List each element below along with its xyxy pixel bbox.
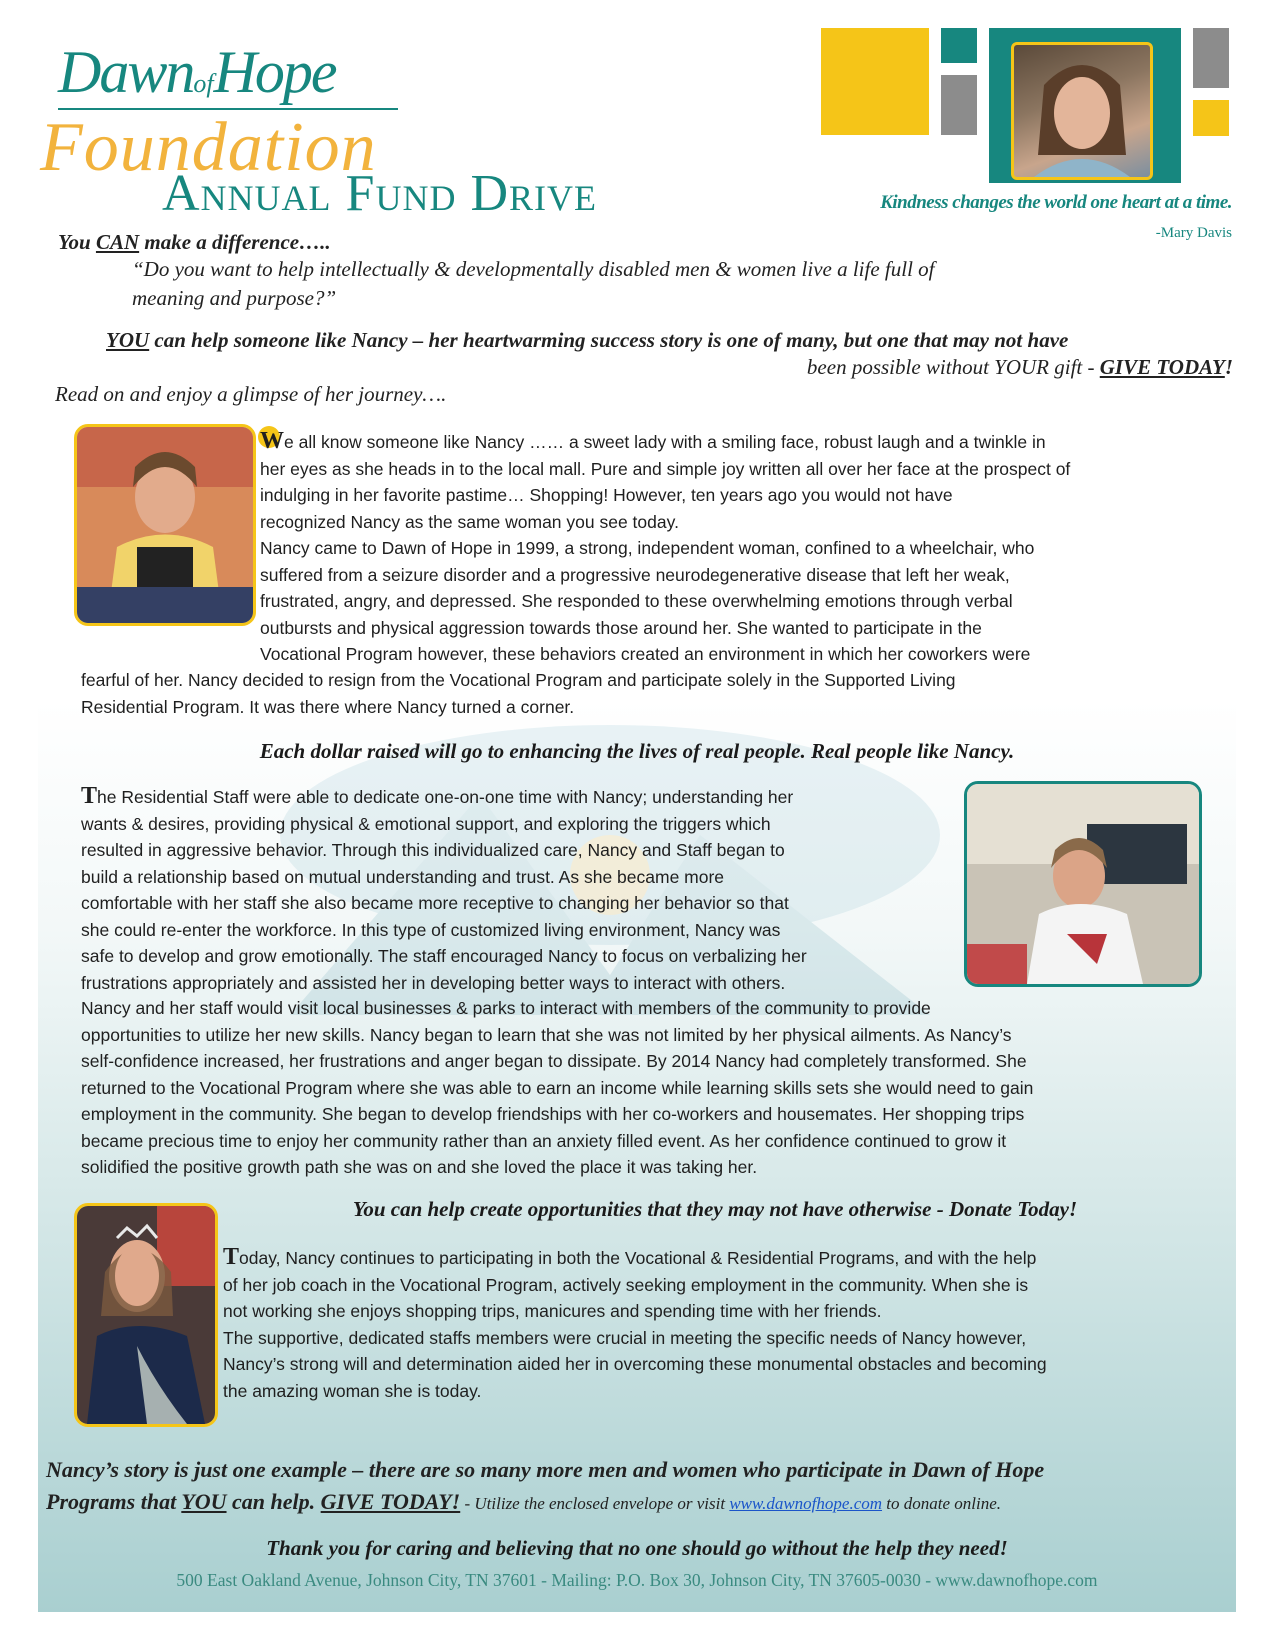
story-1-line-8: Vocational Program however, these behaviors created an environment in which her coworkers were (260, 644, 1031, 664)
intro-question-line-2: meaning and purpose?” (132, 286, 337, 310)
deco-square-gray-right (1193, 28, 1229, 88)
callout-donate-today: You can help create opportunities that they may not have otherwise - Donate Today! (352, 1197, 1078, 1221)
closing-line-1: Nancy’s story is just one example – there are so many more men and women who participate in Dawn of Hope (46, 1457, 1045, 1482)
story-2-full-line-6: solidified the positive growth path she was on and she loved the place it was taking her. (81, 1157, 758, 1177)
story-2-line-2: resulted in aggressive behavior. Through this individualized care, Nancy and Staff began to (81, 840, 785, 860)
story-1-line-4: Nancy came to Dawn of Hope in 1999, a strong, independent woman, confined to a wheelchair, who (260, 538, 1035, 558)
nancy-thumbs-up-photo (964, 781, 1202, 987)
footer-address: 500 East Oakland Avenue, Johnson City, TN 37601 - Mailing: P.O. Box 30, Johnson City, TN 37605-0030 - www.dawnofhope.com (176, 1570, 1098, 1590)
quote-text: Kindness changes the world one heart at a time. (880, 192, 1232, 213)
help-line-2: been possible without YOUR gift - GIVE TODAY! (806, 355, 1233, 379)
story-2-full-line-4: employment in the community. She began to develop friendships with her co-workers and housemates. Her shopping trips (81, 1104, 1025, 1124)
story-3-line-5: the amazing woman she is today. (223, 1380, 482, 1401)
nancy-wheelchair-photo (74, 424, 256, 626)
thank-you-text: Thank you for caring and believing that no one should go without the help they need! (266, 1536, 1008, 1560)
story-1-line-7: outbursts and physical aggression towards those around her. She wanted to participate in the (260, 617, 982, 638)
story-2-full-line-5: became precious time to enjoy her community rather than an anxiety filled event. As her confidence continued to grow it (81, 1130, 1007, 1151)
story-2-line-7: frustrations appropriately and assisted her in developing better ways to interact with others. (81, 972, 786, 993)
story-1-full-line-1: Residential Program. It was there where Nancy turned a corner. (81, 696, 575, 717)
story-2-full-line-2: self-confidence increased, her frustrations and anger began to dissipate. By 2014 Nancy had completely transformed. She (81, 1051, 1027, 1071)
story-1-full-width (81, 667, 1231, 720)
deco-square-gold-right (1193, 100, 1229, 136)
story-1-line-1: her eyes as she heads in to the local mall. Pure and simple joy written all over her face at the prospect of (260, 458, 1071, 479)
logo-foundation: Foundation (40, 109, 377, 186)
callout-each-dollar: Each dollar raised will go to enhancing the lives of real people. Real people like Nancy. (259, 739, 1015, 763)
story-3-line-4: Nancy’s strong will and determination aided her in overcoming these monumental obstacles and becoming (223, 1354, 1047, 1374)
deco-square-teal-small (941, 28, 977, 63)
nancy-portrait-photo (1011, 42, 1153, 180)
deco-square-gold-large (821, 28, 929, 135)
story-2-line-0: The Residential Staff were able to dedicate one-on-one time with Nancy; understanding her (81, 783, 961, 811)
website-link[interactable]: www.dawnofhope.com (729, 1494, 883, 1513)
story-1-full-line-0: fearful of her. Nancy decided to resign from the Vocational Program and participate solely in the Supported Living (81, 670, 956, 690)
nancy-tiara-photo (74, 1203, 218, 1427)
dropcap-t2: T (223, 1244, 239, 1271)
story-1-paragraph (260, 428, 1220, 668)
story-2-full-line-3: returned to the Vocational Program where she was able to earn an income while learning skills sets she would need to gain (81, 1077, 1034, 1098)
story-3-line-1: of her job coach in the Vocational Program, actively seeking employment in the community. When she is (223, 1274, 1029, 1295)
read-on-text: Read on and enjoy a glimpse of her journey…. (55, 382, 447, 406)
story-2-line-3: build a relationship based on mutual understanding and trust. As she became more (81, 866, 725, 887)
logo-dawn-of-hope: DawnofHope (58, 39, 336, 105)
page-title: Annual Fund Drive (162, 165, 597, 222)
story-3-paragraph (223, 1244, 1228, 1404)
help-line-1: YOU can help someone like Nancy – her heartwarming success story is one of many, but one that may not have (106, 328, 1069, 352)
story-2-line-6: safe to develop and grow emotionally. The staff encouraged Nancy to focus on verbalizing her (81, 946, 807, 966)
story-1-line-3: recognized Nancy as the same woman you see today. (260, 511, 679, 532)
story-2-line-4: comfortable with her staff she also became more receptive to changing her behavior so that (81, 893, 789, 913)
intro-headline: You CAN make a difference….. (58, 230, 331, 254)
story-1-line-2: indulging in her favorite pastime… Shopping! However, ten years ago you would not have (260, 485, 953, 505)
story-3-line-2: not working she enjoys shopping trips, manicures and spending time with her friends. (223, 1301, 882, 1321)
quote-author: -Mary Davis (1155, 225, 1232, 241)
story-2-full-line-1: opportunities to utilize her new skills. Nancy began to learn that she was not limited by her physical ailments. As Nancy’s (81, 1024, 1012, 1045)
story-2-line-5: she could re-enter the workforce. In this type of customized living environment, Nancy was (81, 919, 781, 940)
dropcap-w: W (260, 428, 284, 454)
closing-line-2: Programs that YOU can help. GIVE TODAY! - Utilize the enclosed envelope or visit www.dawnofhope.com to donate online. (46, 1489, 1001, 1514)
story-2-full-line-0: Nancy and her staff would visit local businesses & parks to interact with members of the community to provide (81, 998, 931, 1018)
deco-square-gray (941, 75, 977, 135)
dropcap-t: T (81, 783, 97, 810)
story-3-line-3: The supportive, dedicated staffs members were crucial in meeting the specific needs of Nancy however, (223, 1327, 1027, 1348)
story-1-line-5: suffered from a seizure disorder and a progressive neurodegenerative disease that left her weak, (260, 564, 1010, 585)
story-2-line-1: wants & desires, providing physical & emotional support, and exploring the triggers which (81, 813, 771, 834)
story-1-line-0: We all know someone like Nancy …… a sweet lady with a smiling face, robust laugh and a twinkle in (260, 428, 1046, 454)
story-2-paragraph (81, 783, 961, 996)
intro-question-line-1: “Do you want to help intellectually & developmentally disabled men & women live a life full of (132, 257, 935, 281)
story-1-line-6: frustrated, angry, and depressed. She responded to these overwhelming emotions through verbal (260, 591, 1013, 611)
story-2-full-width (81, 995, 1231, 1181)
story-3-line-0: Today, Nancy continues to participating in both the Vocational & Residential Programs, and with the help (223, 1244, 1228, 1272)
